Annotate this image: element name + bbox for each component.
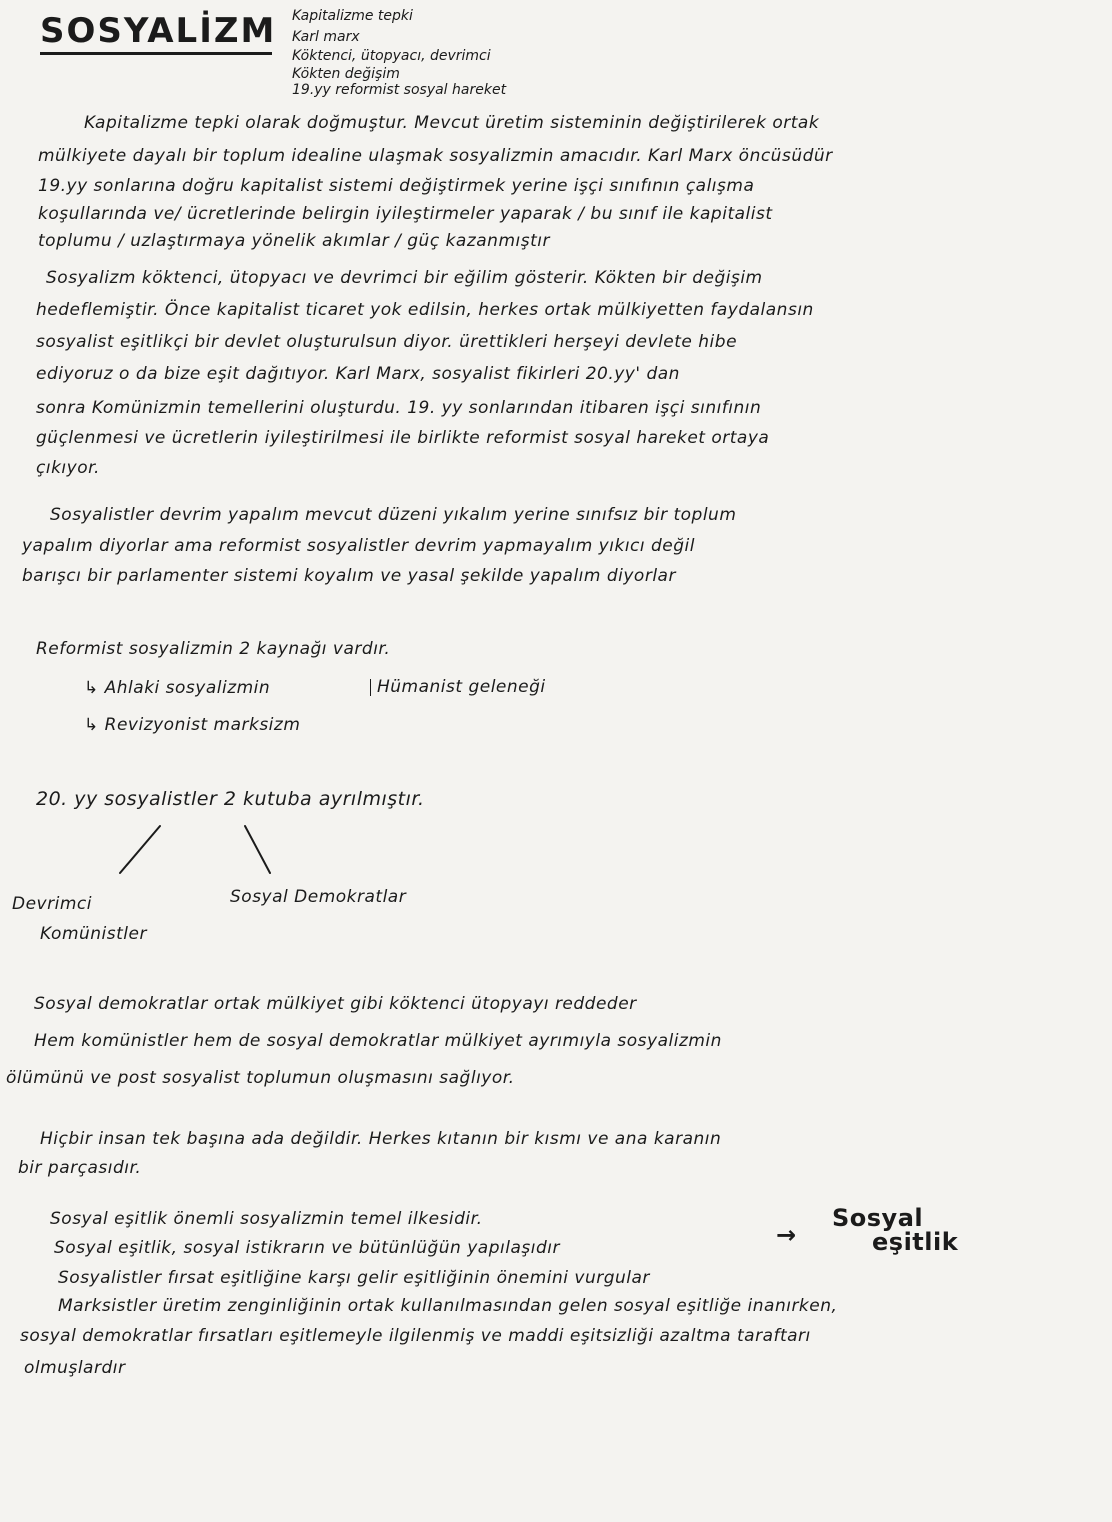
para2-line: çıkıyor. xyxy=(36,458,100,478)
para2-line: hedeflemiştir. Önce kapitalist ticaret yok edilsin, herkes ortak mülkiyetten faydalansın xyxy=(36,300,814,320)
para6-line: Marksistler üretim zenginliğinin ortak kullanılmasından gelen sosyal eşitliğe inanırken, xyxy=(58,1296,838,1316)
para1-line: koşullarında ve/ ücretlerinde belirgin iyileştirmeler yaparak / bu sınıf ile kapitalist xyxy=(38,204,773,224)
header-note: Karl marx xyxy=(292,29,360,45)
callout-text: Sosyal xyxy=(832,1204,924,1232)
para2-line: ediyoruz o da bize eşit dağıtıyor. Karl Marx, sosyalist fikirleri 20.yy' dan xyxy=(36,364,680,384)
para6-line: Sosyal eşitlik, sosyal istikrarın ve bütünlüğün yapılaşıdır xyxy=(54,1238,560,1258)
header-note: Kapitalizme tepki xyxy=(292,8,413,24)
title-underline xyxy=(40,52,272,55)
para4-line: Sosyal demokratlar ortak mülkiyet gibi köktenci ütopyayı reddeder xyxy=(34,994,637,1014)
para3-line: Sosyalistler devrim yapalım mevcut düzeni yıkalım yerine sınıfsız bir toplum xyxy=(50,505,737,525)
para5-line: Hiçbir insan tek başına ada değildir. Herkes kıtanın bir kısmı ve ana karanın xyxy=(40,1129,722,1149)
para6-line: olmuşlardır xyxy=(24,1358,126,1378)
split-heading: 20. yy sosyalistler 2 kutuba ayrılmıştır. xyxy=(36,788,425,810)
para1-line: mülkiyete dayalı bir toplum idealine ulaşmak sosyalizmin amacıdır. Karl Marx öncüsüdür xyxy=(38,146,833,166)
para2-line: Sosyalizm köktenci, ütopyacı ve devrimci bir eğilim gösterir. Kökten bir değişim xyxy=(46,268,763,288)
header-note: 19.yy reformist sosyal hareket xyxy=(292,82,507,98)
para6-line: sosyal demokratlar fırsatları eşitlemeyle ilgilenmiş ve maddi eşitsizliği azaltma taraftarı xyxy=(20,1326,811,1346)
reformist-item: ↳ Ahlaki sosyalizmin xyxy=(84,678,271,698)
para3-line: yapalım diyorlar ama reformist sosyalistler devrim yapmayalım yıkıcı değil xyxy=(22,536,695,556)
callout-text: eşitlik xyxy=(872,1228,959,1256)
para1-line: Kapitalizme tepki olarak doğmuştur. Mevcut üretim sisteminin değiştirilerek ortak xyxy=(84,113,820,133)
reformist-item: ↳ Revizyonist marksizm xyxy=(84,715,301,735)
para2-line: sonra Komünizmin temellerini oluşturdu. 19. yy sonlarından itibaren işçi sınıfının xyxy=(36,398,762,418)
para4-line: Hem komünistler hem de sosyal demokratlar mülkiyet ayrımıyla sosyalizmin xyxy=(34,1031,722,1051)
para1-line: toplumu / uzlaştırmaya yönelik akımlar / güç kazanmıştır xyxy=(38,231,550,251)
split-right: Sosyal Demokratlar xyxy=(230,887,407,907)
para4-line: ölümünü ve post sosyalist toplumun oluşmasını sağlıyor. xyxy=(6,1068,515,1088)
arrow-right-icon: → xyxy=(776,1221,797,1249)
para2-line: güçlenmesi ve ücretlerin iyileştirilmesi ile birlikte reformist sosyal hareket ortaya xyxy=(36,428,770,448)
para3-line: barışcı bir parlamenter sistemi koyalım ve yasal şekilde yapalım diyorlar xyxy=(22,566,676,586)
header-note: Kökten değişim xyxy=(292,66,400,82)
para6-line: Sosyal eşitlik önemli sosyalizmin temel ilkesidir. xyxy=(50,1209,483,1229)
reformist-heading: Reformist sosyalizmin 2 kaynağı vardır. xyxy=(36,639,391,659)
reformist-note: Hümanist geleneği xyxy=(370,679,546,696)
branch-left-line xyxy=(120,826,160,873)
split-left: Komünistler xyxy=(40,924,147,944)
para6-line: Sosyalistler fırsat eşitliğine karşı gelir eşitliğinin önemini vurgular xyxy=(58,1268,650,1288)
header-note: Köktenci, ütopyacı, devrimci xyxy=(292,48,491,64)
para1-line: 19.yy sonlarına doğru kapitalist sistemi değiştirmek yerine işçi sınıfının çalışma xyxy=(38,176,755,196)
split-left: Devrimci xyxy=(12,894,92,914)
para2-line: sosyalist eşitlikçi bir devlet oluşturulsun diyor. ürettikleri herşeyi devlete hibe xyxy=(36,332,738,352)
branch-right-line xyxy=(245,826,270,873)
para5-line: bir parçasıdır. xyxy=(18,1158,142,1178)
page-title: SOSYALİZM xyxy=(40,11,277,51)
